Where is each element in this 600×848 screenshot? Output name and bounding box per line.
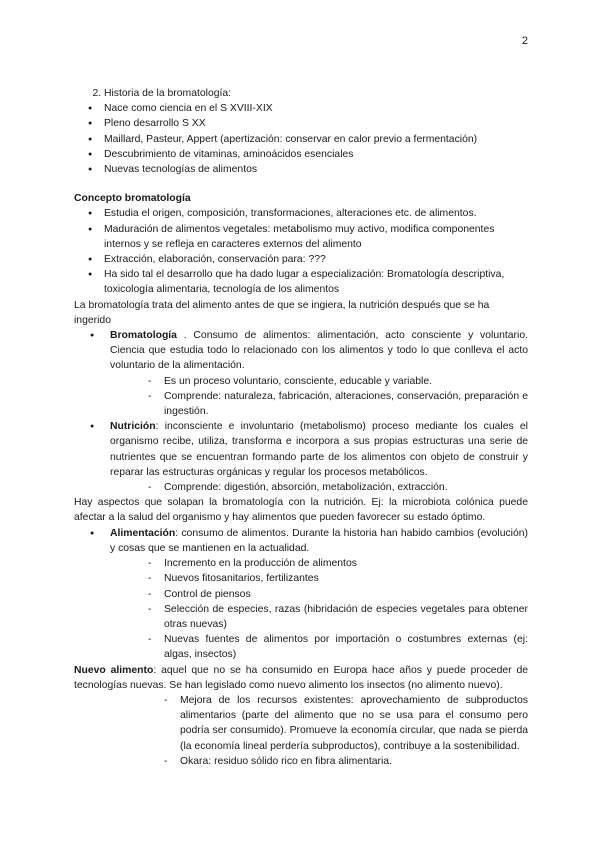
list-item: ● Ha sido tal el desarrollo que ha dado lugar a especialización: Bromatología descriptiva, toxicología alimentaria, tecnología de los alimentos <box>74 267 528 297</box>
list-item: - Comprende: naturaleza, fabricación, alteraciones, conservación, preparación e ingestión. <box>146 389 528 419</box>
definition-alimentacion <box>74 526 528 556</box>
term: Nutrición <box>110 421 156 433</box>
definition-nutricion <box>74 419 528 480</box>
nuevo-alimento-subitems <box>162 693 528 769</box>
list-item: - Comprende: digestión, absorción, metabolización, extracción. <box>146 480 528 495</box>
list-item: - Es un proceso voluntario, consciente, educable y variable. <box>146 374 528 389</box>
nuevo-alimento-paragraph <box>74 663 528 693</box>
definitions-list <box>74 526 528 556</box>
document-body <box>74 86 528 769</box>
term: Alimentación <box>110 527 176 539</box>
list-item: ● Extracción, elaboración, conservación para: ??? <box>74 252 528 267</box>
paragraph: Hay aspectos que solapan la bromatología con la nutrición. Ej: la microbiota colónica puede afectar a la salud del organismo y hay alimentos que pueden favorecer su estado óptimo. <box>74 497 528 524</box>
term: Bromatología <box>110 330 177 342</box>
alimentacion-subitems <box>146 556 528 662</box>
concept-items <box>74 206 528 297</box>
nutricion-subitems <box>146 480 528 495</box>
list-item: - Incremento en la producción de alimentos <box>146 556 528 571</box>
paragraph: La bromatología trata del alimento antes de que se ingiera, la nutrición después que se ha ingerido <box>74 299 490 326</box>
list-item: ● Maduración de alimentos vegetales: metabolismo muy activo, modifica componentes internos y se refleja en caracteres externos del alimento <box>74 222 528 252</box>
section-heading: Concepto bromatología <box>74 193 191 205</box>
list-item: ● Descubrimiento de vitaminas, aminoácidos esenciales <box>74 147 528 162</box>
list-item: - Okara: residuo sólido rico en fibra alimentaria. <box>162 754 528 769</box>
definition-text: : inconsciente e involuntario (metabolismo) proceso mediante los cuales el organismo recibe, utiliza, transforma e incorpora a sus propias estructuras una serie de nutrientes que se encuentran formando parte de los alimentos con objeto de construir y reparar las estructuras orgánicas y regular los procesos metabólicos. <box>110 421 528 478</box>
definition-text: . Consumo de alimentos: alimentación, acto consciente y voluntario. Ciencia que estudia todo lo relacionado con los alimentos y todo lo que conlleva el acto voluntario de la alimentación. <box>110 330 528 372</box>
list-item: - Selección de especies, razas (hibridación de especies vegetales para obtener otras nuevas) <box>146 602 528 632</box>
definitions-list <box>74 419 528 480</box>
list-item: ● Estudia el origen, composición, transformaciones, alteraciones etc. de alimentos. <box>74 206 528 221</box>
list-item: - Control de piensos <box>146 587 528 602</box>
history-title: 2. Historia de la bromatología: <box>104 86 528 101</box>
list-item: ● Nace como ciencia en el S XVIII-XIX <box>74 101 528 116</box>
page-number: 2 <box>521 35 528 47</box>
list-item: ● Pleno desarrollo S XX <box>74 116 528 131</box>
definition-bromatologia <box>74 328 528 374</box>
list-item: ● Nuevas tecnologías de alimentos <box>74 162 528 177</box>
history-items <box>74 101 528 177</box>
definition-text: : aquel que no se ha consumido en Europa hace años y puede proceder de tecnologías nuevas. Se han legislado como nuevo alimento los insectos (no alimento nuevo). <box>74 664 529 691</box>
list-item: - Nuevos fitosanitarios, fertilizantes <box>146 571 528 586</box>
bromatologia-subitems <box>146 374 528 420</box>
definition-text: : consumo de alimentos. Durante la historia han habido cambios (evolución) y cosas que se mantienen en la actualidad. <box>110 527 528 554</box>
list-item: - Mejora de los recursos existentes: aprovechamiento de subproductos alimentarios (parte del alimento que no se usa para el consumo pero podría ser consumido). Promueve la economía circular, que nada se pierda (la economía lineal perdería subproductos), contribuye a la sostenibilidad. <box>162 693 528 754</box>
list-item: ● Maillard, Pasteur, Appert (apertización: conservar en calor previo a fermentación) <box>74 132 528 147</box>
history-list <box>74 86 528 101</box>
term: Nuevo alimento <box>74 664 154 676</box>
definitions-list <box>74 328 528 374</box>
list-item: - Nuevas fuentes de alimentos por importación o costumbres externas (ej: algas, insectos) <box>146 632 528 662</box>
